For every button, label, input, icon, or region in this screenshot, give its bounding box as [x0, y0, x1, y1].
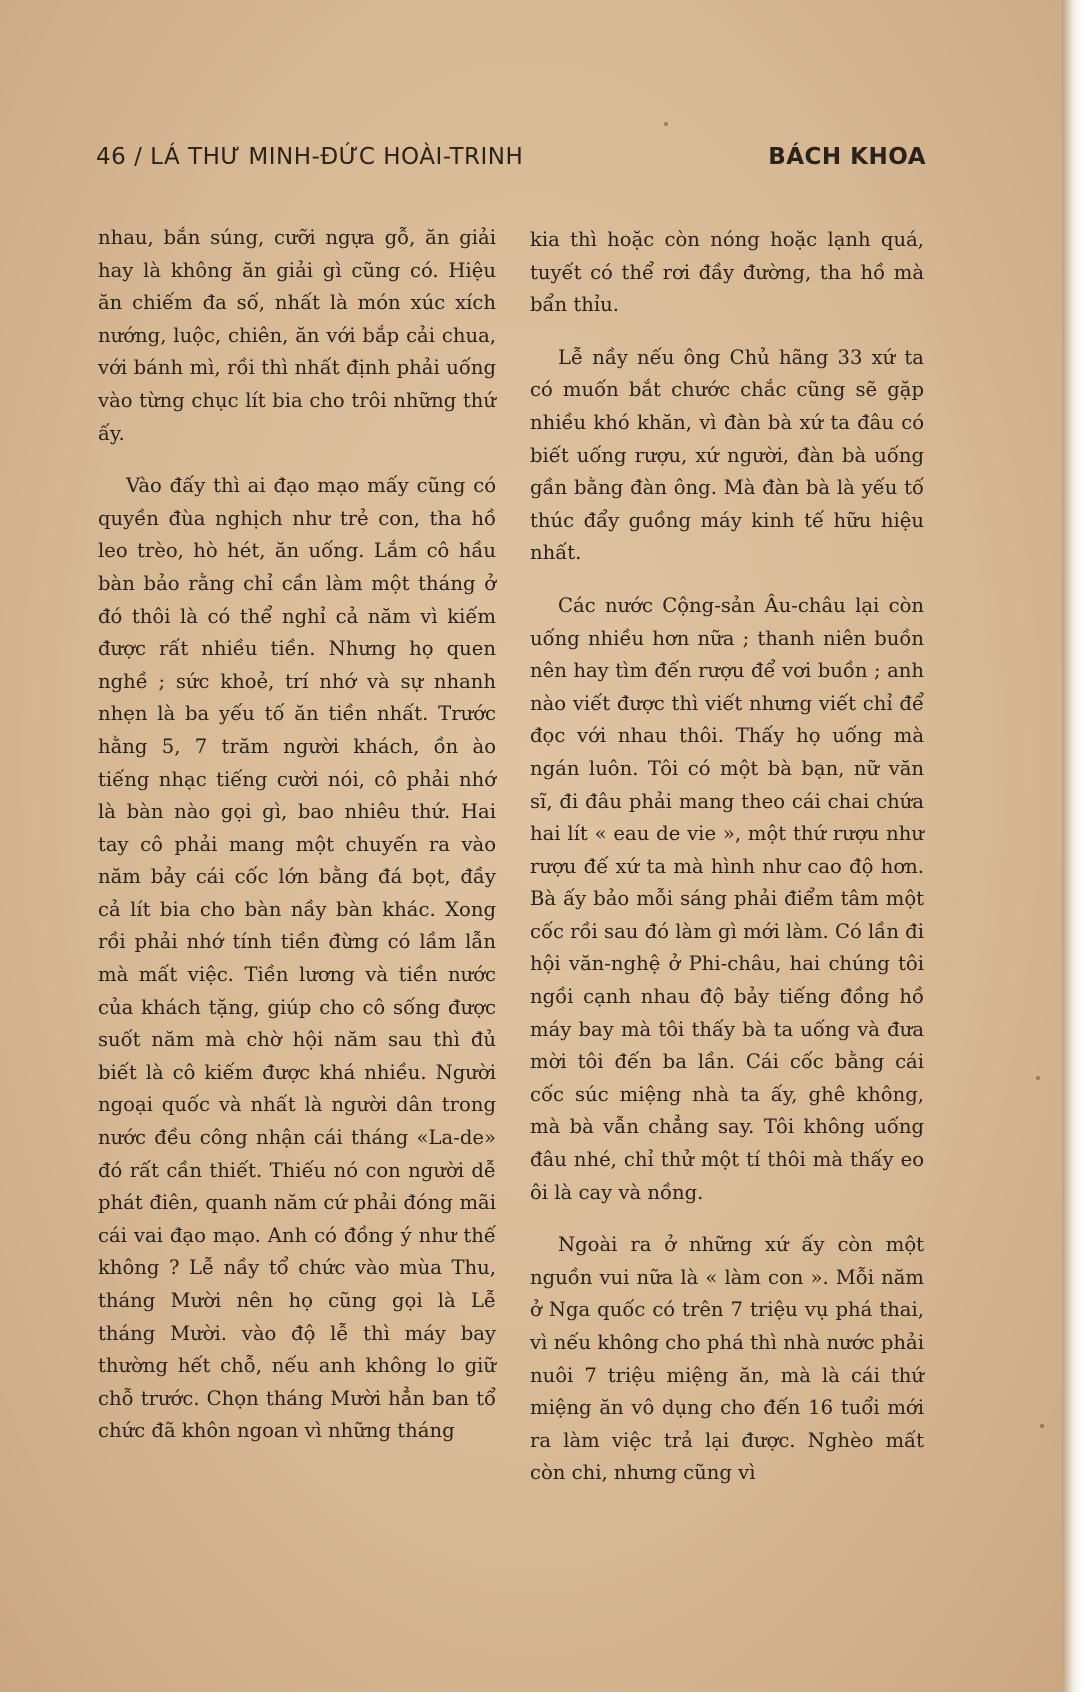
page-number-and-title: 46 / LÁ THƯ MINH-ĐỨC HOÀI-TRINH [96, 144, 524, 170]
right-paragraph-2: Lễ nầy nếu ông Chủ hãng 33 xứ ta có muốn bắt chước chắc cũng sẽ gặp nhiều khó khăn, vì đàn bà xứ ta đâu có biết uống rượu, xứ người, đàn bà uống gần bằng đàn ông. Mà đàn bà là yếu tố thúc đẩy guồng máy kinh tế hữu hiệu nhất. [530, 345, 924, 565]
running-header [96, 144, 926, 184]
magazine-name: BÁCH KHOA [768, 144, 926, 170]
right-paragraph-3: Các nước Cộng-sản Âu-châu lại còn uống nhiều hơn nữa ; thanh niên buồn nên hay tìm đến rượu để vơi buồn ; anh nào viết được thì viết nhưng viết chỉ để đọc với nhau thôi. Thấy họ uống mà ngán luôn. Tôi có một bà bạn, nữ văn sĩ, đi đâu phải mang theo cái chai chứa hai lít « eau de vie », một thứ rượu như rượu đế xứ ta mà hình như cao độ hơn. Bà ấy bảo mỗi sáng phải điểm tâm một cốc rồi sau đó làm gì mới làm. Có lần đi hội văn-nghệ ở Phi-châu, hai chúng tôi ngồi cạnh nhau độ bảy tiếng đồng hồ máy bay mà tôi thấy bà ta uống và đưa mời tôi đến ba lần. Cái cốc bằng cái cốc súc miệng nhà ta ấy, ghê không, mà bà vẫn chẳng say. Tôi không uống đâu nhé, chỉ thử một tí thôi mà thấy eo ôi là cay và nồng. [530, 593, 924, 1204]
left-paragraph-1: nhau, bắn súng, cưỡi ngựa gỗ, ăn giải hay là không ăn giải gì cũng có. Hiệu ăn chiếm đa số, nhất là món xúc xích nướng, luộc, chiên, ăn với bắp cải chua, với bánh mì, rồi thì nhất định phải uống vào từng chục lít bia cho trôi những thứ ấy. [98, 226, 496, 445]
page-edge [1062, 0, 1082, 1692]
paper-speck [664, 122, 668, 126]
right-paragraph-1: kia thì hoặc còn nóng hoặc lạnh quá, tuyết có thể rơi đầy đường, tha hồ mà bẩn thỉu. [530, 228, 924, 317]
paper-speck [1036, 1076, 1040, 1080]
right-column [530, 224, 924, 1490]
paper-speck [1040, 1424, 1044, 1428]
left-paragraph-2: Vào đấy thì ai đạo mạo mấy cũng có quyền đùa nghịch như trẻ con, tha hồ leo trèo, hò hét, ăn uống. Lắm cô hầu bàn bảo rằng chỉ cần làm một tháng ở đó thôi là có thể nghỉ cả năm vì kiếm được rất nhiều tiền. Nhưng họ quen nghề ; sức khoẻ, trí nhớ và sự nhanh nhẹn là ba yếu tố ăn tiền nhất. Trước hằng 5, 7 trăm người khách, ồn ào tiếng nhạc tiếng cười nói, cô phải nhớ là bàn nào gọi gì, bao nhiêu thứ. Hai tay cô phải mang một chuyến ra vào năm bảy cái cốc lớn bằng đá bọt, đầy cả lít bia cho bàn nầy bàn khác. Xong rồi phải nhớ tính tiền đừng có lầm lẫn mà mất việc. Tiền lương và tiền nước của khách tặng, giúp cho cô sống được suốt năm mà chờ hội năm sau thì đủ biết là cô kiếm được khá nhiều. Người ngoại quốc và nhất là người dân trong nước đều công nhận cái tháng «La-de» đó rất cần thiết. Thiếu nó con người dễ phát điên, quanh năm cứ phải đóng mãi cái vai đạo mạo. Anh có đồng ý như thế không ? Lễ nầy tổ chức vào mùa Thu, tháng Mười nên họ cũng gọi là Lễ tháng Mười. vào độ lễ thì máy bay thường hết chỗ, nếu anh không lo giữ chỗ trước. Chọn tháng Mười hẳn ban tổ chức đã khôn ngoan vì những tháng [98, 474, 496, 1443]
left-column [98, 222, 496, 1448]
right-paragraph-4: Ngoài ra ở những xứ ấy còn một nguồn vui nữa là « làm con ». Mỗi năm ở Nga quốc có trên 7 triệu vụ phá thai, vì nếu không cho phá thì nhà nước phải nuôi 7 triệu miệng ăn, mà là cái thứ miệng ăn vô dụng cho đến 16 tuổi mới ra làm việc trả lại được. Nghèo mất còn chi, nhưng cũng vì [530, 1233, 924, 1485]
